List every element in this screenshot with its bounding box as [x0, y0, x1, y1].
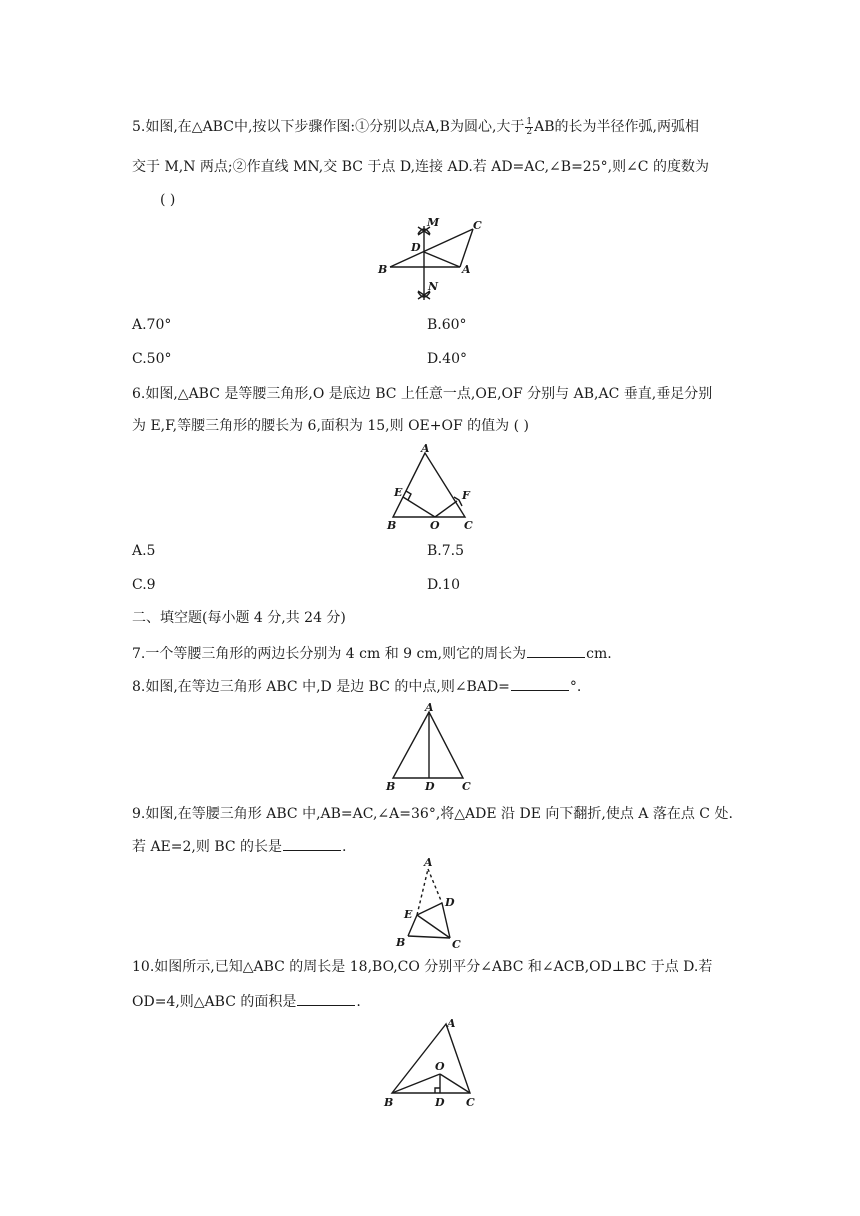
q7-answer-blank[interactable]: [527, 643, 585, 658]
q8-text: 8.如图,在等边三角形 ABC 中,D 是边 BC 的中点,则∠BAD=: [132, 679, 510, 695]
q10-line2: [132, 991, 361, 1012]
q8-label-C: C: [462, 780, 471, 793]
q5-option-c[interactable]: C.50°: [132, 351, 172, 367]
q9-figure: [390, 856, 480, 956]
q5-label-N: N: [428, 280, 439, 293]
q10-label-A: A: [447, 1017, 456, 1030]
q5-option-d[interactable]: D.40°: [427, 351, 467, 367]
q5-label-C: C: [473, 219, 482, 232]
q10-right-angle-D: [435, 1088, 440, 1093]
q8-answer-blank[interactable]: [511, 676, 569, 691]
q9-label-E: E: [404, 908, 413, 921]
q9-text: 若 AE=2,则 BC 的长是: [132, 839, 283, 855]
q5-seg-BC: [390, 229, 473, 267]
q7-text: 7.一个等腰三角形的两边长分别为 4 cm 和 9 cm,则它的周长为: [132, 646, 527, 662]
q6-option-a[interactable]: A.5: [132, 543, 156, 559]
q9-dashed-AD: [428, 869, 442, 903]
q10-text: OD=4,则△ABC 的面积是: [132, 994, 297, 1010]
q6-line1: 6.如图,△ABC 是等腰三角形,O 是底边 BC 上任意一点,OE,OF 分别与 AB,AC 垂直,垂足分别: [132, 386, 713, 402]
q8-unit: °.: [569, 679, 582, 695]
q8-line: [132, 676, 581, 697]
q6-label-A: A: [421, 442, 430, 455]
q6-label-O: O: [430, 519, 440, 532]
q6-figure: [385, 443, 485, 533]
q5-line1: [132, 117, 699, 137]
q8-figure: [383, 700, 483, 795]
q5-label-A: A: [462, 263, 471, 276]
q9-label-B: B: [396, 936, 406, 949]
q10-label-O: O: [435, 1060, 445, 1073]
q5-seg-DA: [424, 252, 460, 267]
q5-text-part2: AB的长为半径作弧,两弧相: [534, 119, 700, 135]
q5-line2: 交于 M,N 两点;②作直线 MN,交 BC 于点 D,连接 AD.若 AD=AC,∠B=25°,则∠C 的度数为: [132, 159, 709, 175]
q10-figure: [378, 1012, 488, 1112]
q8-label-D: D: [425, 780, 435, 793]
q9-seg-BC: [408, 936, 450, 938]
q10-seg-CO: [440, 1074, 470, 1093]
q5-label-D: D: [411, 241, 421, 254]
q5-label-B: B: [378, 263, 388, 276]
q9-line1: 9.如图,在等腰三角形 ABC 中,AB=AC,∠A=36°,将△ADE 沿 DE 向下翻折,使点 A 落在点 C 处.: [132, 806, 733, 822]
q6-seg-OE: [403, 497, 435, 517]
q9-period: .: [342, 839, 347, 855]
q6-seg-OF: [435, 501, 457, 517]
q10-period: .: [356, 994, 361, 1010]
q6-label-F: F: [462, 489, 470, 502]
q9-label-A: A: [424, 856, 433, 869]
q5-frac-num: 1: [526, 116, 533, 127]
q6-line2: 为 E,F,等腰三角形的腰长为 6,面积为 15,则 OE+OF 的值为 ( ): [132, 418, 529, 434]
q9-seg-ED: [417, 903, 442, 915]
q5-label-M: M: [427, 216, 440, 229]
q10-answer-blank[interactable]: [297, 991, 355, 1006]
q8-triangle-ABC: [393, 712, 463, 778]
q7-line: [132, 643, 612, 664]
q5-answer-paren: ( ): [160, 192, 176, 208]
q9-dashed-EA: [417, 869, 428, 915]
q7-unit: cm.: [586, 646, 612, 662]
q6-option-d[interactable]: D.10: [427, 577, 460, 593]
q5-frac-den: 2: [526, 126, 533, 137]
q9-answer-blank[interactable]: [283, 836, 341, 851]
q6-label-E: E: [394, 486, 403, 499]
q6-option-b[interactable]: B.7.5: [427, 543, 465, 559]
q10-triangle-ABC: [392, 1024, 470, 1093]
q6-label-B: B: [387, 519, 397, 532]
q8-label-B: B: [386, 780, 396, 793]
q6-option-c[interactable]: C.9: [132, 577, 156, 593]
q6-triangle-ABC: [393, 453, 465, 517]
q9-label-D: D: [445, 896, 455, 909]
q5-text-part1: 5.如图,在△ABC中,按以下步骤作图:①分别以点A,B为圆心,大于: [132, 119, 525, 135]
q5-option-a[interactable]: A.70°: [132, 317, 172, 333]
q9-line2: [132, 836, 346, 857]
section-heading: 二、填空题(每小题 4 分,共 24 分): [132, 610, 346, 626]
q6-label-C: C: [464, 519, 473, 532]
q10-label-C: C: [466, 1096, 475, 1109]
q8-label-A: A: [425, 701, 434, 714]
q9-label-C: C: [452, 938, 461, 951]
q10-line1: 10.如图所示,已知△ABC 的周长是 18,BO,CO 分别平分∠ABC 和∠ACB,OD⊥BC 于点 D.若: [132, 959, 713, 975]
q5-fraction: [525, 118, 533, 137]
q5-option-b[interactable]: B.60°: [427, 317, 467, 333]
q10-label-D: D: [435, 1096, 445, 1109]
q5-figure: [370, 214, 490, 304]
q10-label-B: B: [384, 1096, 394, 1109]
